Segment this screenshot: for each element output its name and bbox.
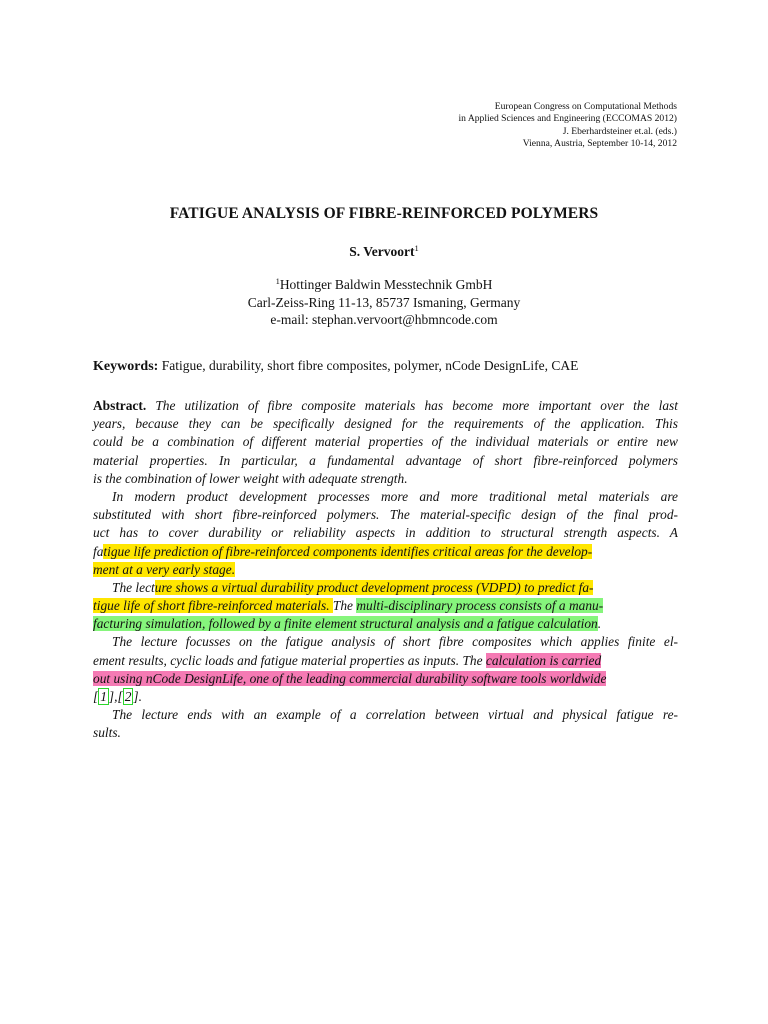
affiliation-sup: 1 bbox=[275, 276, 280, 286]
affiliation bbox=[0, 276, 768, 329]
abstract-line: Abstract. The utilization of fibre composite materials has become more important over the last bbox=[93, 398, 678, 413]
highlight-green: multi-disciplinary process consists of a manu- bbox=[356, 598, 604, 614]
highlight-green: facturing simulation, followed by a finite element structural analysis and a fatigue calculation bbox=[93, 616, 598, 632]
conference-line: J. Eberhardsteiner et.al. (eds.) bbox=[562, 125, 677, 137]
abstract-label: Abstract. bbox=[93, 398, 147, 413]
author bbox=[0, 244, 768, 260]
abstract-line: ement results, cyclic loads and fatigue material properties as inputs. The calculation is carried bbox=[93, 652, 602, 668]
highlight-yellow: tigue life of short fibre-reinforced materials bbox=[93, 598, 327, 614]
abstract-line: [ 1 ],[ 2 ]. bbox=[93, 689, 142, 704]
abstract-line: The lecture shows a virtual durability product development process (VDPD) to predict fa- bbox=[112, 579, 594, 595]
keywords-text: Fatigue, durability, short fibre composites, polymer, nCode DesignLife, CAE bbox=[161, 358, 579, 373]
abstract-line: facturing simulation, followed by a finite element structural analysis and a fatigue calculation. bbox=[93, 616, 602, 632]
abstract-line: The lecture focusses on the fatigue analysis of short fibre composites which applies finite el- bbox=[112, 634, 678, 650]
affiliation-address: Carl-Zeiss-Ring 11-13, 85737 Ismaning, Germany bbox=[247, 294, 521, 310]
abstract-line bbox=[93, 561, 678, 579]
abstract-line: could be a combination of different material properties of the individual materials or entire new bbox=[93, 434, 678, 450]
abstract-line: sults. bbox=[93, 725, 121, 741]
affiliation-org: Hottinger Baldwin Messtechnik GmbH bbox=[279, 277, 493, 292]
conference-line: in Applied Sciences and Engineering (ECCOMAS 2012) bbox=[458, 113, 677, 125]
highlight-pink: calculation is carried bbox=[485, 652, 602, 668]
highlight-yellow: ment at a very early stage. bbox=[93, 561, 236, 577]
abstract-line: In modern product development processes more and more traditional metal materials are bbox=[112, 488, 678, 504]
abstract-line bbox=[93, 670, 678, 688]
highlight-pink: out using nCode DesignLife, one of the leading commercial durability software tools worldwide bbox=[93, 670, 607, 686]
keywords bbox=[93, 358, 578, 375]
paper-title: FATIGUE ANALYSIS OF FIBRE-REINFORCED POLYMERS bbox=[169, 205, 599, 222]
highlight-yellow: ure shows a virtual durability product development process (VDPD) to predict fa- bbox=[154, 579, 594, 595]
abstract-line: uct has to cover durability or reliability aspects in addition to structural strength aspects. A bbox=[93, 525, 678, 541]
author-sup: 1 bbox=[414, 243, 419, 253]
abstract bbox=[93, 397, 678, 743]
abstract-line: fatigue life prediction of fibre-reinforced components identifies critical areas for the develop- bbox=[93, 543, 593, 559]
abstract-line: substituted with short fibre-reinforced polymers. The material-specific design of the final prod- bbox=[93, 507, 678, 523]
conference-line: Vienna, Austria, September 10-14, 2012 bbox=[522, 138, 677, 150]
affiliation-email[interactable]: e-mail: stephan.vervoort@hbmncode.com bbox=[270, 312, 498, 327]
abstract-line: tigue life of short fibre-reinforced materials. The multi-disciplinary process consists of a manu- bbox=[93, 598, 604, 614]
conference-header bbox=[459, 101, 678, 151]
keywords-label: Keywords: bbox=[93, 359, 159, 374]
abstract-line: years, because they can be specifically designed for the requirements of the application. This bbox=[93, 416, 678, 432]
author-name: S. Vervoort bbox=[349, 244, 415, 259]
citation-link-1[interactable]: 1 bbox=[100, 689, 107, 704]
abstract-line: material properties. In particular, a fundamental advantage of short fibre-reinforced polymers bbox=[93, 452, 678, 468]
abstract-line: is the combination of lower weight with adequate strength. bbox=[93, 470, 408, 486]
abstract-line: The lecture ends with an example of a correlation between virtual and physical fatigue re- bbox=[112, 707, 678, 723]
conference-line: European Congress on Computational Methods bbox=[494, 101, 677, 112]
citation-link-2[interactable]: 2 bbox=[124, 689, 132, 704]
highlight-yellow: tigue life prediction of fibre-reinforced components identifies critical areas for the develop- bbox=[103, 543, 593, 559]
